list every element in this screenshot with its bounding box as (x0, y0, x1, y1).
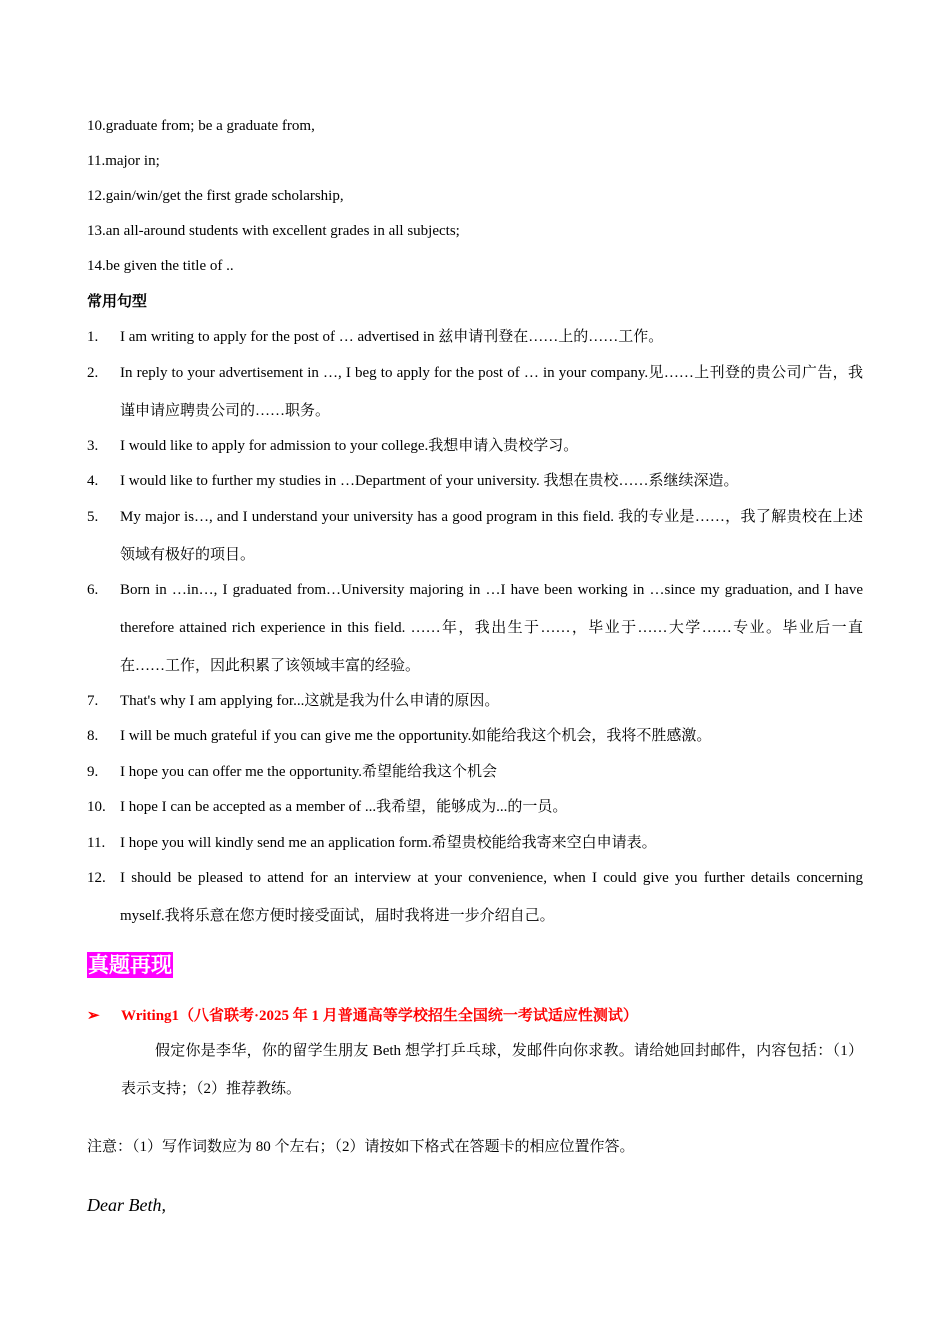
section-banner: 真题再现 (88, 953, 172, 977)
sentence-item-7 (87, 691, 863, 720)
sentence-item-11 (87, 833, 863, 862)
sentence-text: I hope you will kindly send me an application form.希望贵校能给我寄来空白申请表。 (120, 835, 657, 851)
sentence-number: 7. (87, 693, 99, 709)
sentence-item-2 (87, 363, 863, 430)
sentence-number: 9. (87, 764, 99, 780)
sentence-number: 1. (87, 329, 99, 345)
sentence-number: 6. (87, 582, 99, 598)
sentence-text: In reply to your advertisement in …, I beg to apply for the post of … in your company.见……上刊登的贵公司广告，我谨申请应聘贵公司的……职务。 (120, 365, 863, 419)
sentence-number: 3. (87, 438, 99, 454)
sentence-item-4 (87, 471, 863, 500)
sentence-text: I would like to further my studies in …Department of your university. 我想在贵校……系继续深造。 (120, 473, 739, 489)
sentence-text: That's why I am applying for...这就是我为什么申请的原因。 (120, 693, 500, 709)
sentence-number: 4. (87, 473, 99, 489)
sentence-heading: 常用句型 (87, 294, 148, 310)
sentence-item-5 (87, 507, 863, 574)
phrase-11: 11.major in; (87, 153, 160, 169)
sentence-item-1 (87, 327, 863, 356)
sentence-text: I will be much grateful if you can give me the opportunity.如能给我这个机会，我将不胜感激。 (120, 728, 712, 744)
sentence-item-6 (87, 580, 863, 685)
sentence-number: 8. (87, 728, 99, 744)
phrase-10: 10.graduate from; be a graduate from, (87, 118, 315, 134)
sentence-text: I hope I can be accepted as a member of ...我希望，能够成为...的一员。 (120, 799, 568, 815)
sentence-text: I would like to apply for admission to your college.我想申请入贵校学习。 (120, 438, 579, 454)
sentence-number: 12. (87, 870, 106, 886)
writing-prompt: 假定你是李华，你的留学生朋友 Beth 想学打乒乓球，发邮件向你求教。请给她回封邮件，内容包括：（1）表示支持；（2）推荐教练。 (121, 1043, 863, 1097)
sentence-number: 11. (87, 835, 106, 851)
writing-note: 注意：（1）写作词数应为 80 个左右；（2）请按如下格式在答题卡的相应位置作答。 (87, 1139, 635, 1155)
sentence-text: Born in …in…, I graduated from…University majoring in …I have been working in …since my graduation, and I have therefore attained rich experience in this field. ……年，我出生于……，毕业于……大学……专业。毕业后一直在……工作，因此积累了该领域丰富的经验。 (120, 582, 863, 674)
sentence-item-10 (87, 797, 863, 826)
sentence-number: 2. (87, 365, 99, 381)
sentence-item-12 (87, 868, 863, 935)
sentence-text: I am writing to apply for the post of … advertised in 兹申请刊登在……上的……工作。 (120, 329, 664, 345)
sentence-item-9 (87, 762, 863, 791)
phrase-13: 13.an all-around students with excellent grades in all subjects; (87, 223, 460, 239)
sentence-item-8 (87, 726, 863, 755)
salutation: Dear Beth, (87, 1195, 166, 1215)
sentence-text: My major is…, and I understand your university has a good program in this field. 我的专业是……，我了解贵校在上述领域有极好的项目。 (120, 509, 863, 563)
sentence-text: I hope you can offer me the opportunity.希望能给我这个机会 (120, 764, 498, 780)
sentence-number: 5. (87, 509, 99, 525)
phrase-12: 12.gain/win/get the first grade scholarship, (87, 188, 344, 204)
arrow-bullet-icon: ➢ (87, 1008, 100, 1024)
phrase-14: 14.be given the title of .. (87, 258, 234, 274)
writing-title-text: Writing1（八省联考·2025 年 1 月普通高等学校招生全国统一考试适应性测试） (121, 1008, 638, 1024)
sentence-text: I should be pleased to attend for an interview at your convenience, when I could give you further details concerning myself.我将乐意在您方便时接受面试，届时我将进一步介绍自己。 (120, 870, 863, 924)
sentence-item-3 (87, 436, 863, 465)
sentence-number: 10. (87, 799, 106, 815)
writing-title (87, 1005, 638, 1027)
